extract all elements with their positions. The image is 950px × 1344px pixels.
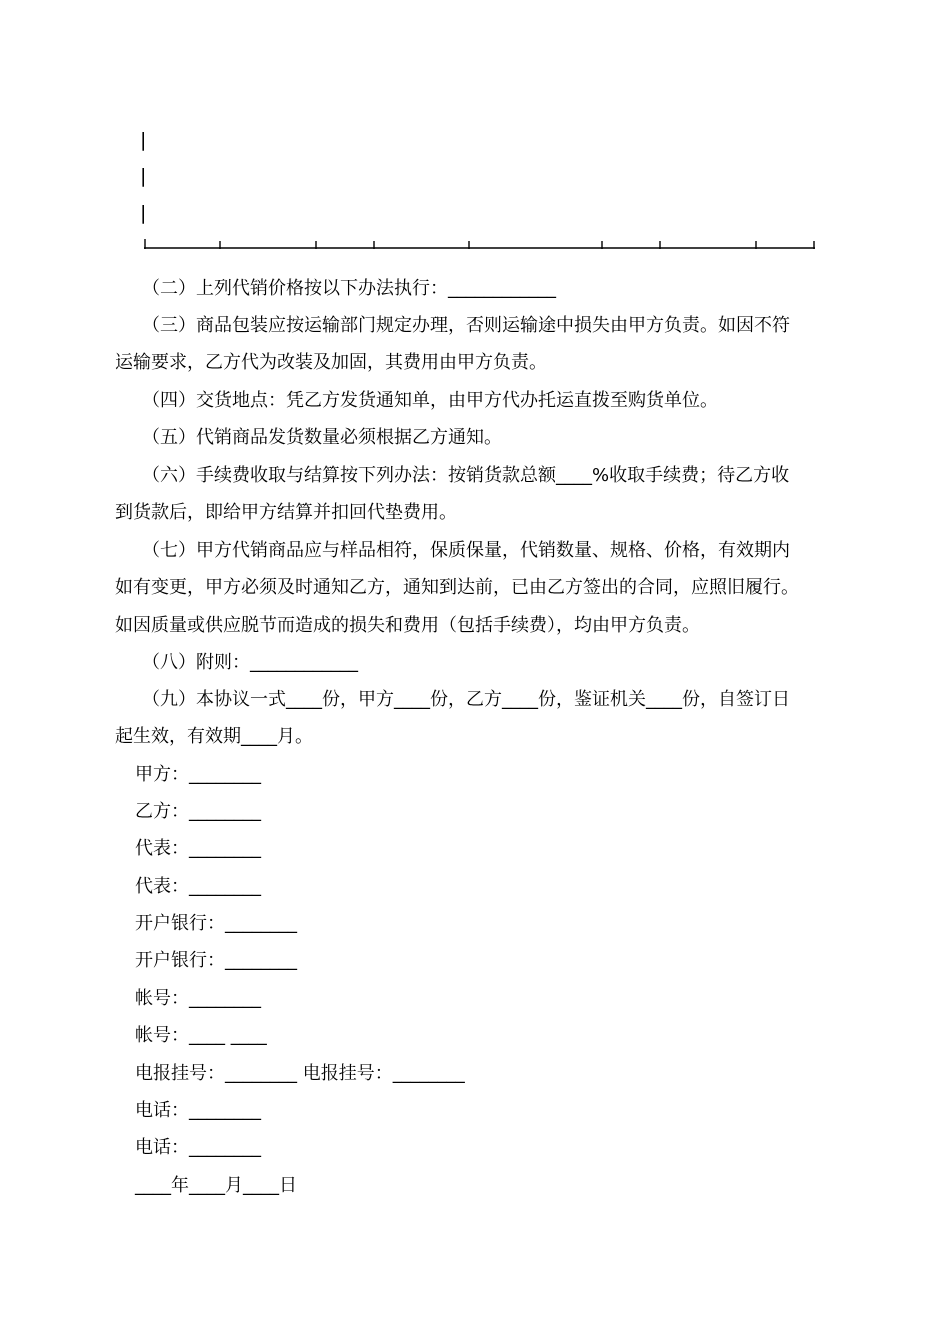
- party-a-field: 甲方：________: [135, 764, 261, 785]
- clause-5: （五）代销商品发货数量必须根据乙方通知。: [142, 427, 502, 448]
- clause-7-line-2: 如有变更，甲方必须及时通知乙方，通知到达前，已由乙方签出的合同，应照旧履行。: [115, 577, 799, 598]
- bank-b-field: 开户银行：________: [135, 950, 297, 971]
- phone-b-field: 电话：________: [135, 1137, 261, 1158]
- signing-date: ____年____月____日: [135, 1175, 297, 1196]
- clause-8: （八）附则：____________: [142, 652, 358, 673]
- account-a-field: 帐号：________: [135, 988, 261, 1009]
- bank-a-field: 开户银行：________: [135, 913, 297, 934]
- phone-a-field: 电话：________: [135, 1100, 261, 1121]
- clause-7-line-3: 如因质量或供应脱节而造成的损失和费用（包括手续费），均由甲方负责。: [115, 615, 700, 636]
- table-row-marker: |: [140, 165, 147, 187]
- clause-3-line-1: （三）商品包装应按运输部门规定办理，否则运输途中损失由甲方负责。如因不符: [142, 315, 790, 336]
- clause-2: （二）上列代销价格按以下办法执行：____________: [142, 278, 556, 299]
- representative-a-field: 代表：________: [135, 838, 261, 859]
- account-b-field: 帐号：____ ____: [135, 1025, 267, 1046]
- table-bottom-border: [0, 0, 950, 260]
- party-b-field: 乙方：________: [135, 801, 261, 822]
- clause-6-line-1: （六）手续费收取与结算按下列办法：按销货款总额____%收取手续费；待乙方收: [142, 465, 790, 486]
- table-row-marker: |: [140, 129, 147, 151]
- telegraph-fields: 电报挂号：________ 电报挂号：________: [135, 1063, 465, 1084]
- clause-6-line-2: 到货款后，即给甲方结算并扣回代垫费用。: [115, 502, 457, 523]
- clause-3-line-2: 运输要求，乙方代为改装及加固，其费用由甲方负责。: [115, 352, 547, 373]
- clause-9-line-1: （九）本协议一式____份，甲方____份，乙方____份，鉴证机关____份，自签订日: [142, 689, 790, 710]
- clause-7-line-1: （七）甲方代销商品应与样品相符，保质保量，代销数量、规格、价格，有效期内: [142, 540, 790, 561]
- table-row-marker: |: [140, 202, 147, 224]
- clause-4: （四）交货地点：凭乙方发货通知单，由甲方代办托运直拨至购货单位。: [142, 390, 718, 411]
- representative-b-field: 代表：________: [135, 876, 261, 897]
- clause-9-line-2: 起生效，有效期____月。: [115, 726, 313, 747]
